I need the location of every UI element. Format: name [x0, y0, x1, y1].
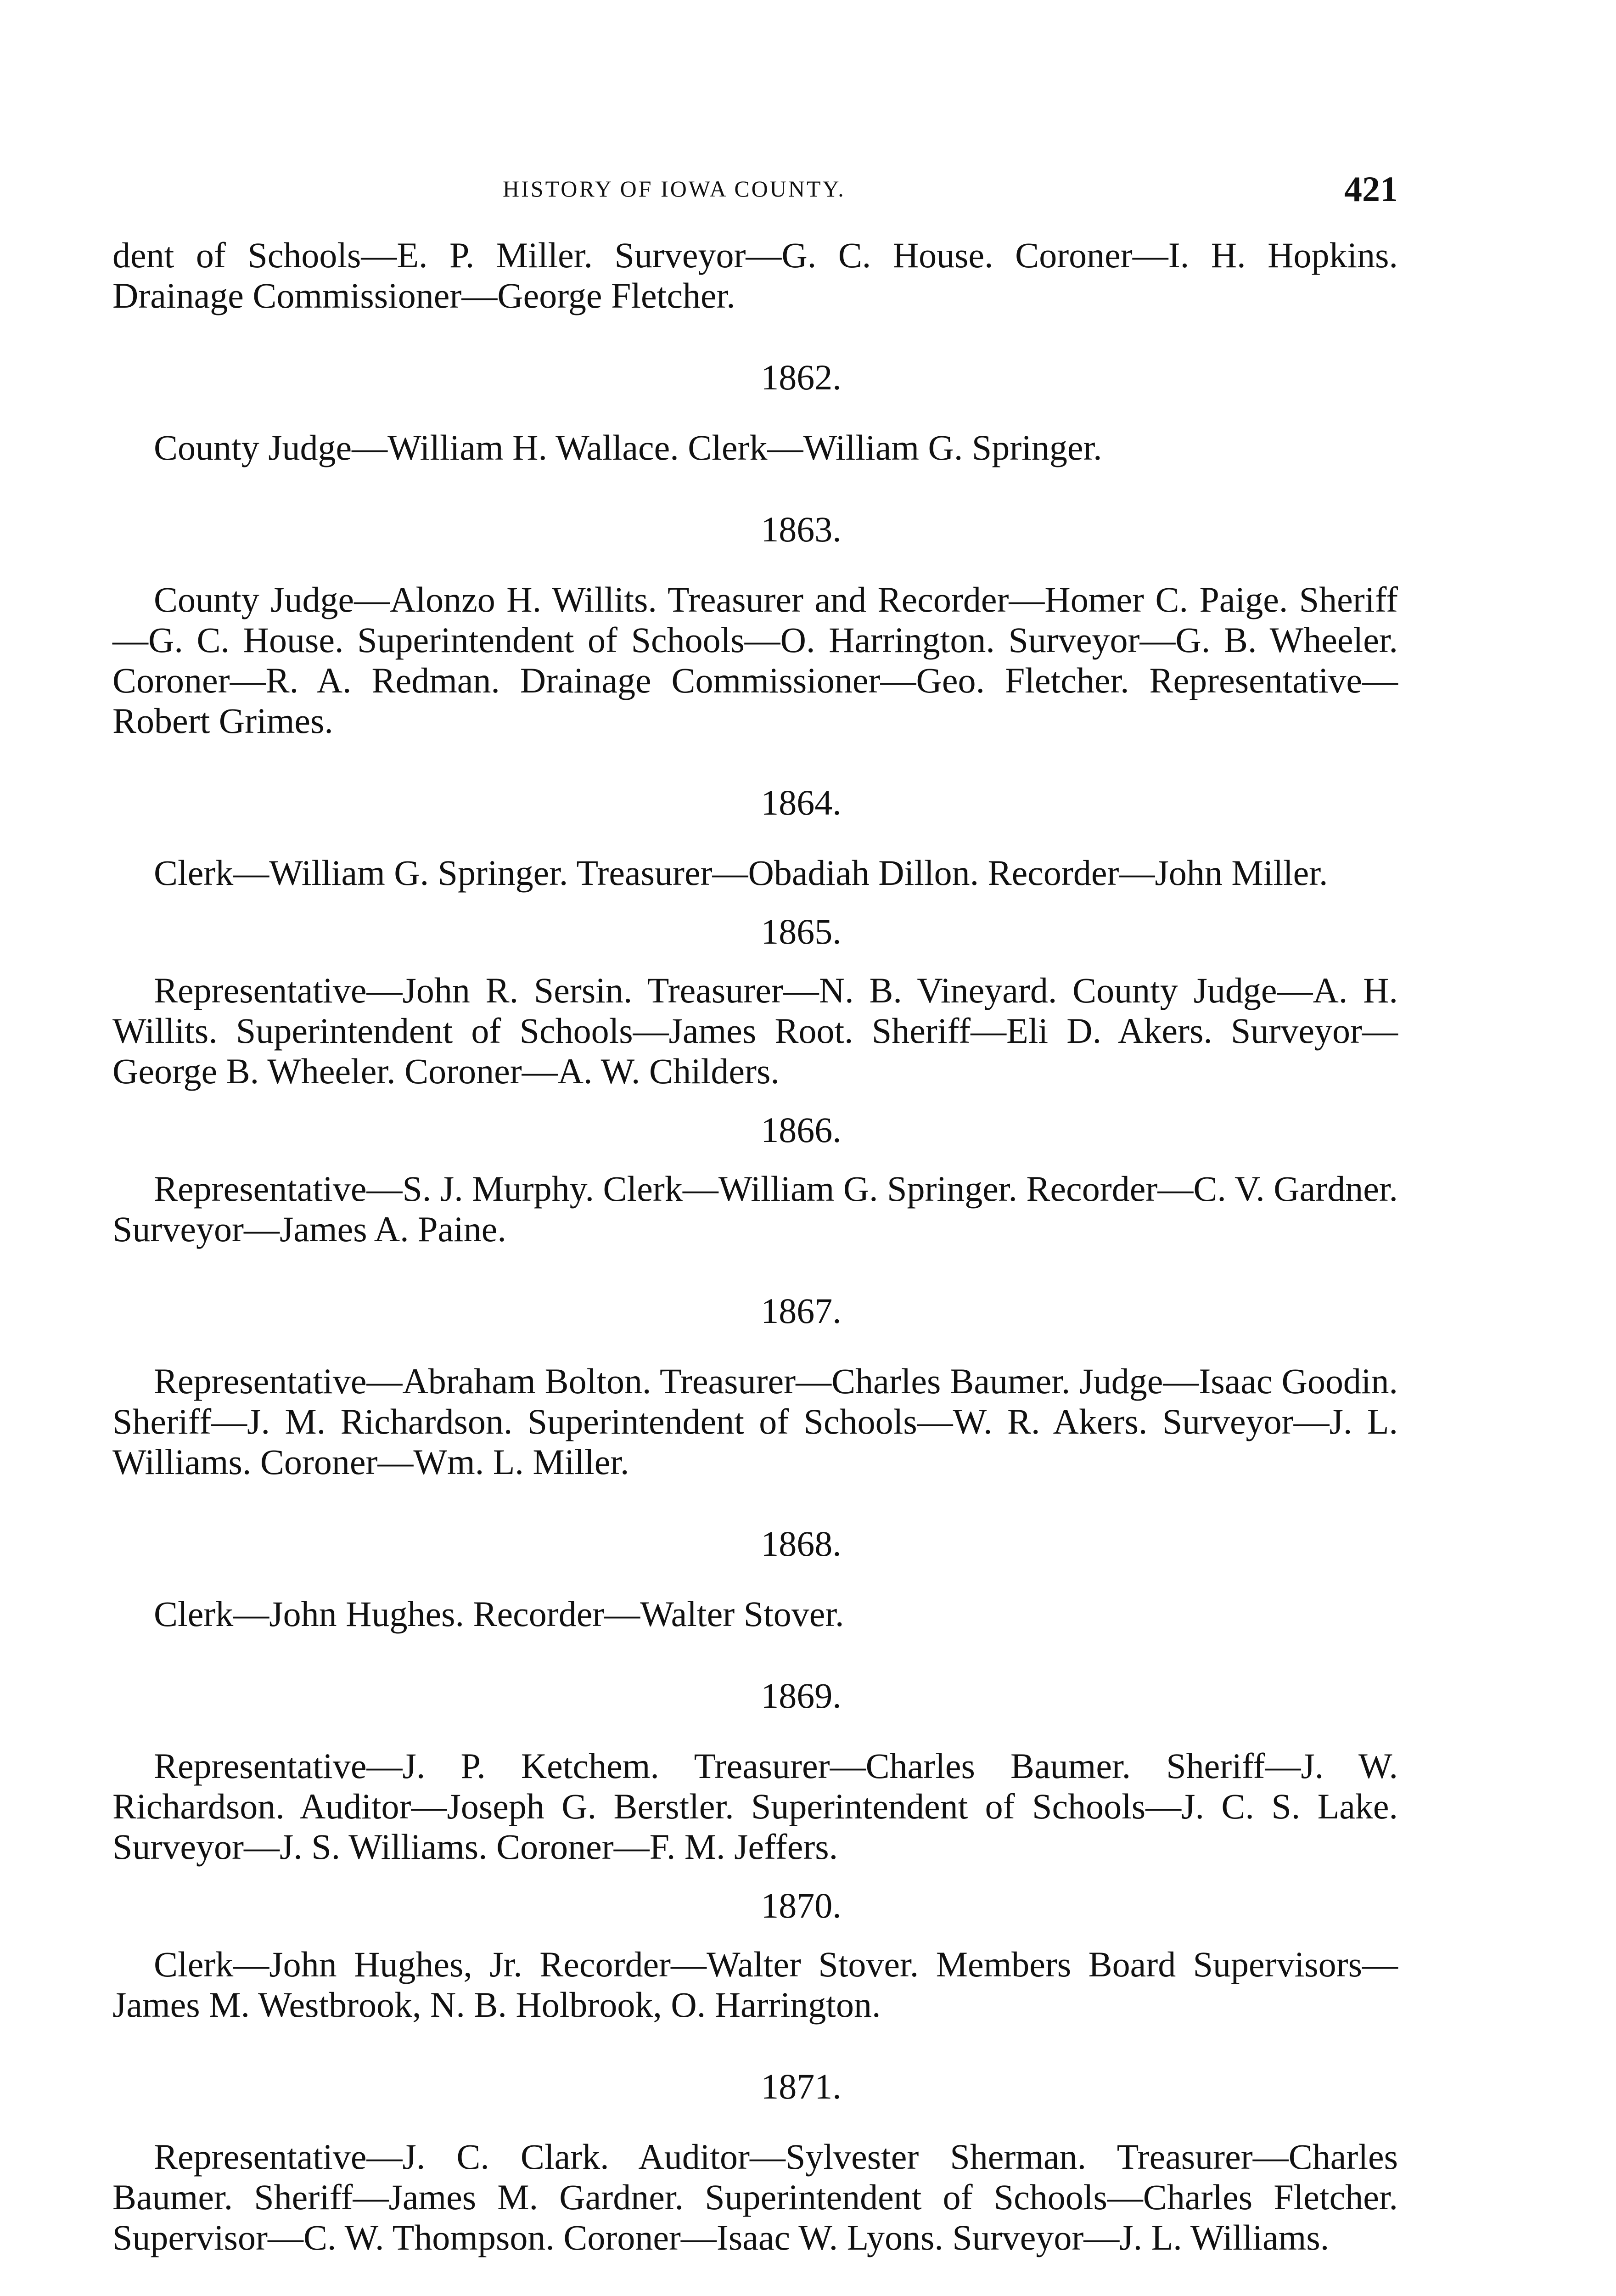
year-heading-1870: 1870.: [761, 1885, 842, 1925]
page-header: [112, 171, 1398, 212]
year-heading-1863: 1863.: [761, 509, 842, 549]
officers-1863: County Judge—Alonzo H. Willits. Treasurer and Recorder—Homer C. Paige. Sheriff—G. C. House. Superintendent of Schools—O. Harrington. Surveyor—G. B. Wheeler. Coroner—R. A. Redman. Drainage Commissioner—Geo. Fletcher. Representative—Robert Grimes.: [112, 580, 1398, 741]
year-heading-1869: 1869.: [761, 1676, 842, 1716]
officers-1865: Representative—John R. Sersin. Treasurer—N. B. Vineyard. County Judge—A. H. Willits. Superintendent of Schools—James Root. Sheriff—Eli D. Akers. Surveyor—George B. Wheeler. Coroner—A. W. Childers.: [112, 970, 1398, 1091]
continued-paragraph: dent of Schools—E. P. Miller. Surveyor—G. C. House. Coroner—I. H. Hopkins. Drainage Commissioner—George Fletcher.: [112, 235, 1398, 315]
officers-1871: Representative—J. C. Clark. Auditor—Sylvester Sherman. Treasurer—Charles Baumer. Sheriff—James M. Gardner. Superintendent of Schools—Charles Fletcher. Supervisor—C. W. Thompson. Coroner—Isaac W. Lyons. Surveyor—J. L. Williams.: [112, 2137, 1398, 2257]
officers-1866: Representative—S. J. Murphy. Clerk—William G. Springer. Recorder—C. V. Gardner. Surveyor—James A. Paine.: [112, 1169, 1398, 1249]
year-heading-1862: 1862.: [761, 357, 842, 397]
officers-1869: Representative—J. P. Ketchem. Treasurer—Charles Baumer. Sheriff—J. W. Richardson. Auditor—Joseph G. Berstler. Superintendent of Schools—J. C. S. Lake. Surveyor—J. S. Williams. Coroner—F. M. Jeffers.: [112, 1746, 1398, 1867]
page-number: 421: [1344, 169, 1398, 209]
year-heading-1868: 1868.: [761, 1524, 842, 1564]
year-heading-1864: 1864.: [761, 782, 842, 822]
page-body: [112, 235, 1398, 2258]
year-heading-1871: 1871.: [761, 2066, 842, 2106]
running-title: HISTORY OF IOWA COUNTY.: [503, 176, 846, 202]
officers-1867: Representative—Abraham Bolton. Treasurer—Charles Baumer. Judge—Isaac Goodin. Sheriff—J. M. Richardson. Superintendent of Schools—W. R. Akers. Surveyor—J. L. Williams. Coroner—Wm. L. Miller.: [112, 1361, 1398, 1482]
officers-1868: Clerk—John Hughes. Recorder—Walter Stover.: [154, 1594, 844, 1634]
year-heading-1867: 1867.: [761, 1291, 842, 1331]
year-heading-1866: 1866.: [761, 1110, 842, 1150]
officers-1862: County Judge—William H. Wallace. Clerk—William G. Springer.: [154, 428, 1102, 467]
year-heading-1865: 1865.: [761, 912, 842, 951]
officers-1870: Clerk—John Hughes, Jr. Recorder—Walter Stover. Members Board Supervisors—James M. Westbrook, N. B. Holbrook, O. Harrington.: [112, 1944, 1398, 2025]
officers-1864: Clerk—William G. Springer. Treasurer—Obadiah Dillon. Recorder—John Miller.: [154, 853, 1328, 893]
